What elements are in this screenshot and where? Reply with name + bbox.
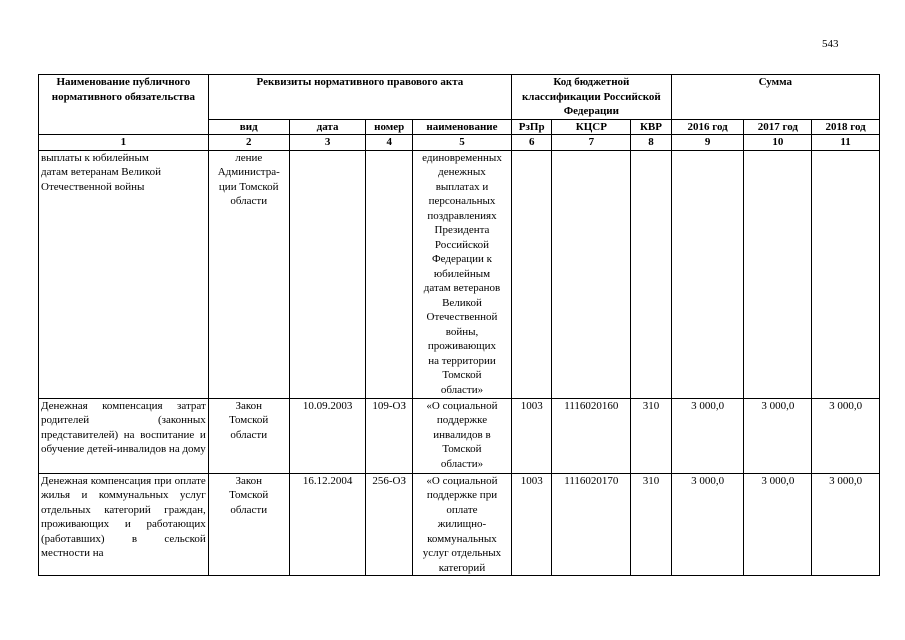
kvr-code: 310 [631,473,671,576]
act-date [289,150,366,398]
header-number: номер [366,119,412,135]
act-title: единовременных денежных выплатах и персональных поздравлениях Президента Российской Федерации к юбилейным датам ветеранов Великой Отечественной войны, проживающих на территории Томской области» [412,150,511,398]
kvr-code: 310 [631,398,671,473]
header-title: наименование [412,119,511,135]
obligation-name: Денежная компенсация затрат родителей (законных представителей) на воспитание и обучение детей-инвалидов на дому [39,398,209,473]
act-title: «О социальной поддержке при оплате жилищно- коммунальных услуг отдельных категорий [412,473,511,576]
header-col1: Наименование публичного нормативного обязательства [39,75,209,135]
rzpr-code: 1003 [512,473,552,576]
header-requisites: Реквизиты нормативного правового акта [208,75,511,120]
act-date: 10.09.2003 [289,398,366,473]
col-num-7: 7 [552,135,631,151]
header-kbk: Код бюджетной классификации Российской Федерации [512,75,672,120]
act-number: 109-ОЗ [366,398,412,473]
col-num-3: 3 [289,135,366,151]
sum-2016 [671,150,744,398]
sum-2017 [744,150,812,398]
column-number-row [39,135,880,151]
table-row [39,398,880,473]
page-number: 543 [822,38,839,50]
act-number [366,150,412,398]
kcsr-code: 1116020170 [552,473,631,576]
header-2016: 2016 год [671,119,744,135]
header-kvr: КВР [631,119,671,135]
header-2017: 2017 год [744,119,812,135]
col-num-2: 2 [208,135,289,151]
col-num-8: 8 [631,135,671,151]
col-num-10: 10 [744,135,812,151]
sum-2018 [812,150,880,398]
act-type: ление Администра- ции Томской области [208,150,289,398]
sum-2016: 3 000,0 [671,473,744,576]
kvr-code [631,150,671,398]
sum-2017: 3 000,0 [744,398,812,473]
col-num-1: 1 [39,135,209,151]
rzpr-code [512,150,552,398]
col-num-5: 5 [412,135,511,151]
act-title: «О социальной поддержке инвалидов в Томской области» [412,398,511,473]
header-sum: Сумма [671,75,879,120]
obligation-name: Денежная компенсация при оплате жилья и коммунальных услуг отдельных категорий граждан, проживающих и работающих (работавших) в сельской местности на [39,473,209,576]
obligation-name: выплаты к юбилейным датам ветеранам Великой Отечественной войны [39,150,209,398]
kcsr-code: 1116020160 [552,398,631,473]
act-date: 16.12.2004 [289,473,366,576]
sum-2018: 3 000,0 [812,473,880,576]
budget-table [38,74,880,576]
header-vid: вид [208,119,289,135]
header-date: дата [289,119,366,135]
table-row [39,150,880,398]
header-kcsr: КЦСР [552,119,631,135]
table-row [39,473,880,576]
col-num-11: 11 [812,135,880,151]
kcsr-code [552,150,631,398]
rzpr-code: 1003 [512,398,552,473]
col-num-6: 6 [512,135,552,151]
act-number: 256-ОЗ [366,473,412,576]
header-row [39,75,880,120]
sum-2016: 3 000,0 [671,398,744,473]
col-num-4: 4 [366,135,412,151]
act-type: Закон Томской области [208,398,289,473]
act-type: Закон Томской области [208,473,289,576]
col-num-9: 9 [671,135,744,151]
sum-2017: 3 000,0 [744,473,812,576]
header-2018: 2018 год [812,119,880,135]
header-rzpr: РзПр [512,119,552,135]
sum-2018: 3 000,0 [812,398,880,473]
